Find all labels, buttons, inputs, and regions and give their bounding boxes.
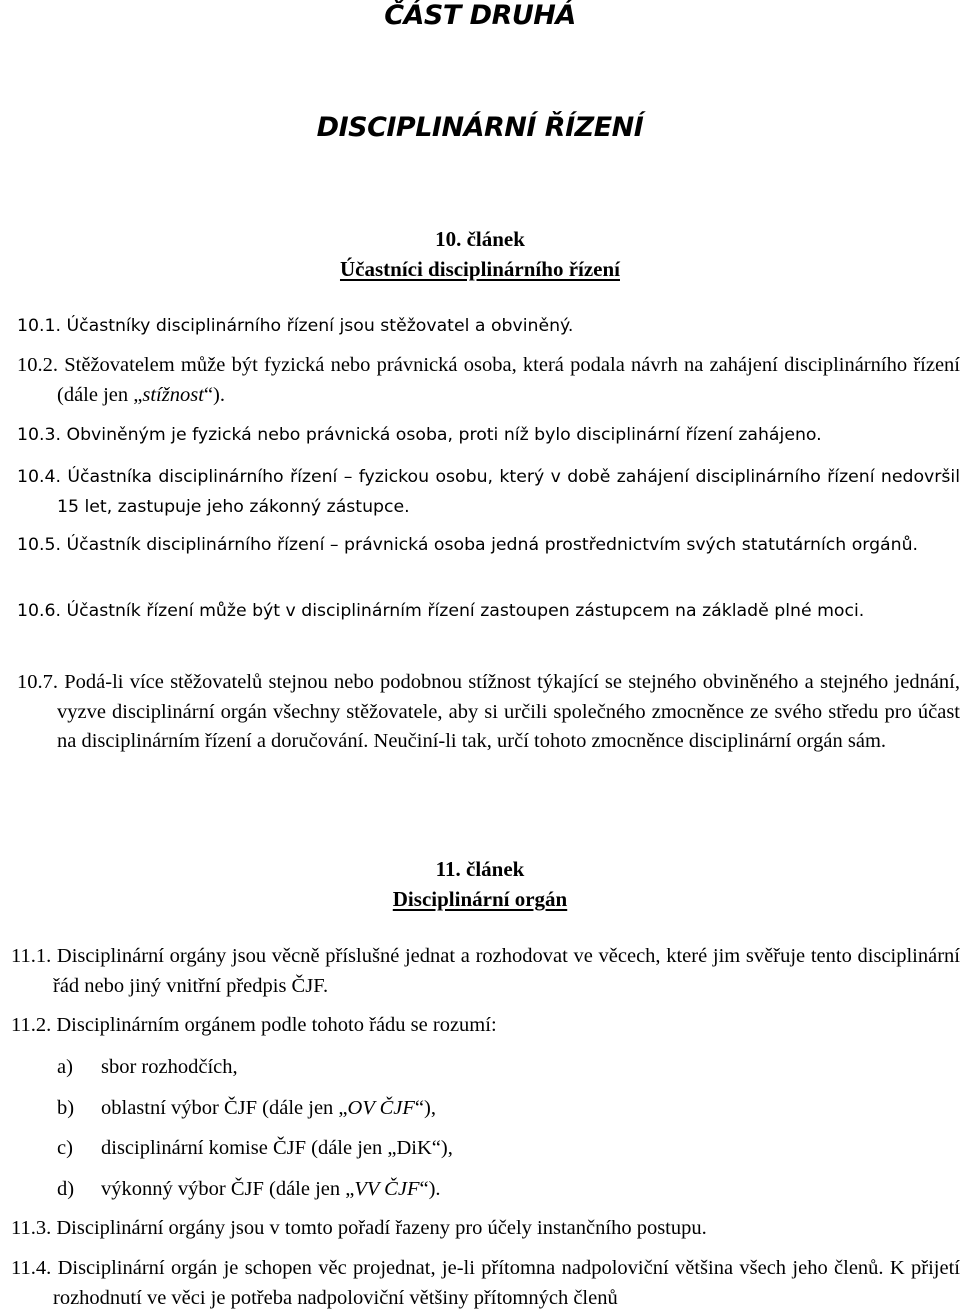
paragraph-10-3: 10.3. Obviněným je fyzická nebo právnická osoba, proti níž bylo disciplinární řízení zahájeno. <box>17 425 822 445</box>
list-text: oblastní výbor ČJF (dále jen „ <box>101 1097 348 1119</box>
paragraph-10-5: 10.5. Účastník disciplinárního řízení – právnická osoba jedná prostřednictvím svých statutárních orgánů. <box>17 535 919 555</box>
paragraph-11-3: 11.3. Disciplinární orgány jsou v tomto pořadí řazeny pro účely instančního postupu. <box>11 1217 707 1239</box>
list-item <box>57 1052 937 1082</box>
list-item <box>57 1093 937 1123</box>
paragraph-11-4: 11.4. Disciplinární orgán je schopen věc projednat, je-li přítomna nadpoloviční většina všech jeho členů. K přijetí rozhodnutí ve věci je potřeba nadpoloviční většiny přítomných členů <box>11 1257 960 1309</box>
paragraph-10-4: 10.4. Účastníka disciplinárního řízení – fyzickou osobu, který v době zahájení disciplinárního řízení nedovršil 15 let, zastupuje jeho zákonný zástupce. <box>17 467 960 517</box>
list-item <box>57 1174 937 1204</box>
article-10-number: 10. článek <box>435 227 525 251</box>
paragraph-10-2-end: “). <box>203 383 225 406</box>
list-text-end: “). <box>419 1178 441 1200</box>
article-10-title: Účastníci disciplinárního řízení <box>339 257 620 281</box>
paragraph-11-1: 11.1. Disciplinární orgány jsou věcně příslušné jednat a rozhodovat ve věcech, které jim svěřuje tento disciplinární řád nebo jiný vnitřní předpis ČJF. <box>11 945 960 997</box>
article-11-title: Disciplinární orgán <box>392 887 568 911</box>
article-10-heading <box>0 224 960 284</box>
list-marker: d) <box>57 1178 75 1200</box>
list-marker: c) <box>57 1137 73 1159</box>
list-item <box>57 1133 937 1163</box>
paragraph-10-7: 10.7. Podá-li více stěžovatelů stejnou nebo podobnou stížnost týkající se stejného obviněného a stejného jednání, vyzve disciplinární orgán všechny stěžovatele, aby si určili společného zmocněnce ze svého středu pro účast na disciplinárním řízení a doručování. Neučiní-li tak, určí tohoto zmocněnce disciplinární orgán sám. <box>17 671 960 752</box>
paragraph-10-1: 10.1. Účastníky disciplinárního řízení jsou stěžovatel a obviněný. <box>17 316 574 336</box>
list-text: disciplinární komise ČJF (dále jen „DiK“), <box>101 1137 453 1159</box>
paragraph-11-2: 11.2. Disciplinárním orgánem podle tohoto řádu se rozumí: <box>11 1014 497 1036</box>
list-text-italic: OV ČJF <box>347 1097 415 1119</box>
list-text: sbor rozhodčích, <box>101 1056 238 1078</box>
list-marker: a) <box>57 1056 73 1078</box>
section-title: DISCIPLINÁRNÍ ŘÍZENÍ <box>316 112 644 143</box>
paragraph-10-2 <box>17 351 960 410</box>
list-text: výkonný výbor ČJF (dále jen „ <box>101 1178 355 1200</box>
list-text-italic: VV ČJF <box>354 1178 420 1200</box>
list-text-end: “), <box>414 1097 436 1119</box>
paragraph-10-2-text: 10.2. Stěžovatelem může být fyzická nebo právnická osoba, která podala návrh na zahájení disciplinárního řízení (dále jen „ <box>17 354 960 406</box>
article-11-heading <box>0 854 960 914</box>
list-marker: b) <box>57 1097 75 1119</box>
part-title: ČÁST DRUHÁ <box>384 0 576 31</box>
paragraph-10-2-italic: stížnost <box>142 383 204 406</box>
article-11-number: 11. článek <box>435 857 525 881</box>
paragraph-10-6: 10.6. Účastník řízení může být v disciplinárním řízení zastoupen zástupcem na základě plné moci. <box>17 601 865 621</box>
